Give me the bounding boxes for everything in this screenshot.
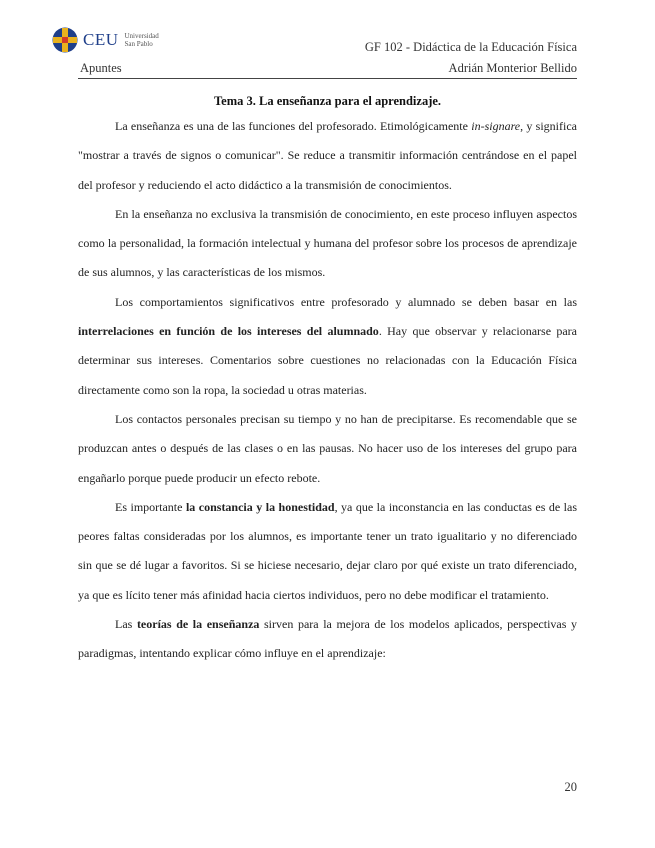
paragraph-5 <box>78 493 577 610</box>
paragraph-1 <box>78 112 577 200</box>
logo-text: CEU <box>83 30 119 49</box>
university-logo <box>52 27 159 53</box>
p3-text-c: . Hay que observar y relacionarse para determinar sus intereses. Comentarios sobre cuestiones no relacionadas con la Educación Física directamente como son la ropa, la sociedad u otras materias. <box>78 324 577 397</box>
p6-bold: teorías de la enseñanza <box>136 617 260 632</box>
p1-etymology: in-signare <box>471 119 521 133</box>
logo-subtitle <box>125 32 159 48</box>
ceu-emblem-icon <box>52 27 78 53</box>
notes-label: Apuntes <box>80 61 122 75</box>
section-title: Tema 3. La enseñanza para el aprendizaje. <box>213 94 442 108</box>
p5-bold: la constancia y la honestidad <box>185 499 335 514</box>
p6-text-a: Las <box>115 617 137 632</box>
paragraph-3 <box>78 288 577 405</box>
paragraph-2 <box>78 200 577 288</box>
course-title: GF 102 - Didáctica de la Educación Física <box>364 40 577 54</box>
author-name: Adrián Monterior Bellido <box>448 61 577 75</box>
p1-text-c: , y significa "mostrar a través de signos o comunicar". Se reduce a transmitir información centrándose en el papel del profesor y reduciendo el acto didáctico a la transmisión de conocimientos. <box>78 119 578 192</box>
paragraph-6 <box>78 610 577 669</box>
p5-text-a: Es importante <box>115 499 186 514</box>
header-divider <box>78 78 577 79</box>
paragraph-4 <box>78 405 577 493</box>
p6-text-c: sirven para la mejora de los modelos aplicados, perspectivas y paradigmas, intentando explicar cómo influye en el aprendizaje: <box>78 617 578 661</box>
p4-text-a: Los contactos personales precisan su tiempo y no han de precipitarse. Es recomendable que se produzcan antes o después de las clases o en las pausas. No hacer uso de los intereses del grupo para engañarlo porque puede producir un efecto rebote. <box>78 411 577 485</box>
page-number: 20 <box>564 780 577 794</box>
p5-text-c: , ya que la inconstancia en las conductas es de las peores faltas consideradas por los alumnos, es importante tener un trato igualitario y no diferenciado sin que se dé lugar a favoritos. Si se hiciese necesario, dejar claro por qué existe un trato diferenciado, ya que es lícito tener más afinidad hacia ciertos individuos, pero no debe modificar el tratamiento. <box>78 499 577 602</box>
logo-sub-line2: San Pablo <box>124 40 153 48</box>
p2-text-a: En la enseñanza no exclusiva la transmisión de conocimiento, en este proceso influyen aspectos como la personalidad, la formación intelectual y humana del profesor sobre los procesos de aprendizaje de sus alumnos, y las características de los mismos. <box>78 206 577 280</box>
document-body <box>78 112 577 669</box>
p3-text-a: Los comportamientos significativos entre profesorado y alumnado se deben basar en las <box>115 294 577 309</box>
p3-bold: interrelaciones en función de los intereses del alumnado <box>78 324 379 339</box>
logo-sub-line1: Universidad <box>124 32 159 40</box>
p1-text-a: La enseñanza es una de las funciones del profesorado. Etimológicamente <box>115 119 472 133</box>
